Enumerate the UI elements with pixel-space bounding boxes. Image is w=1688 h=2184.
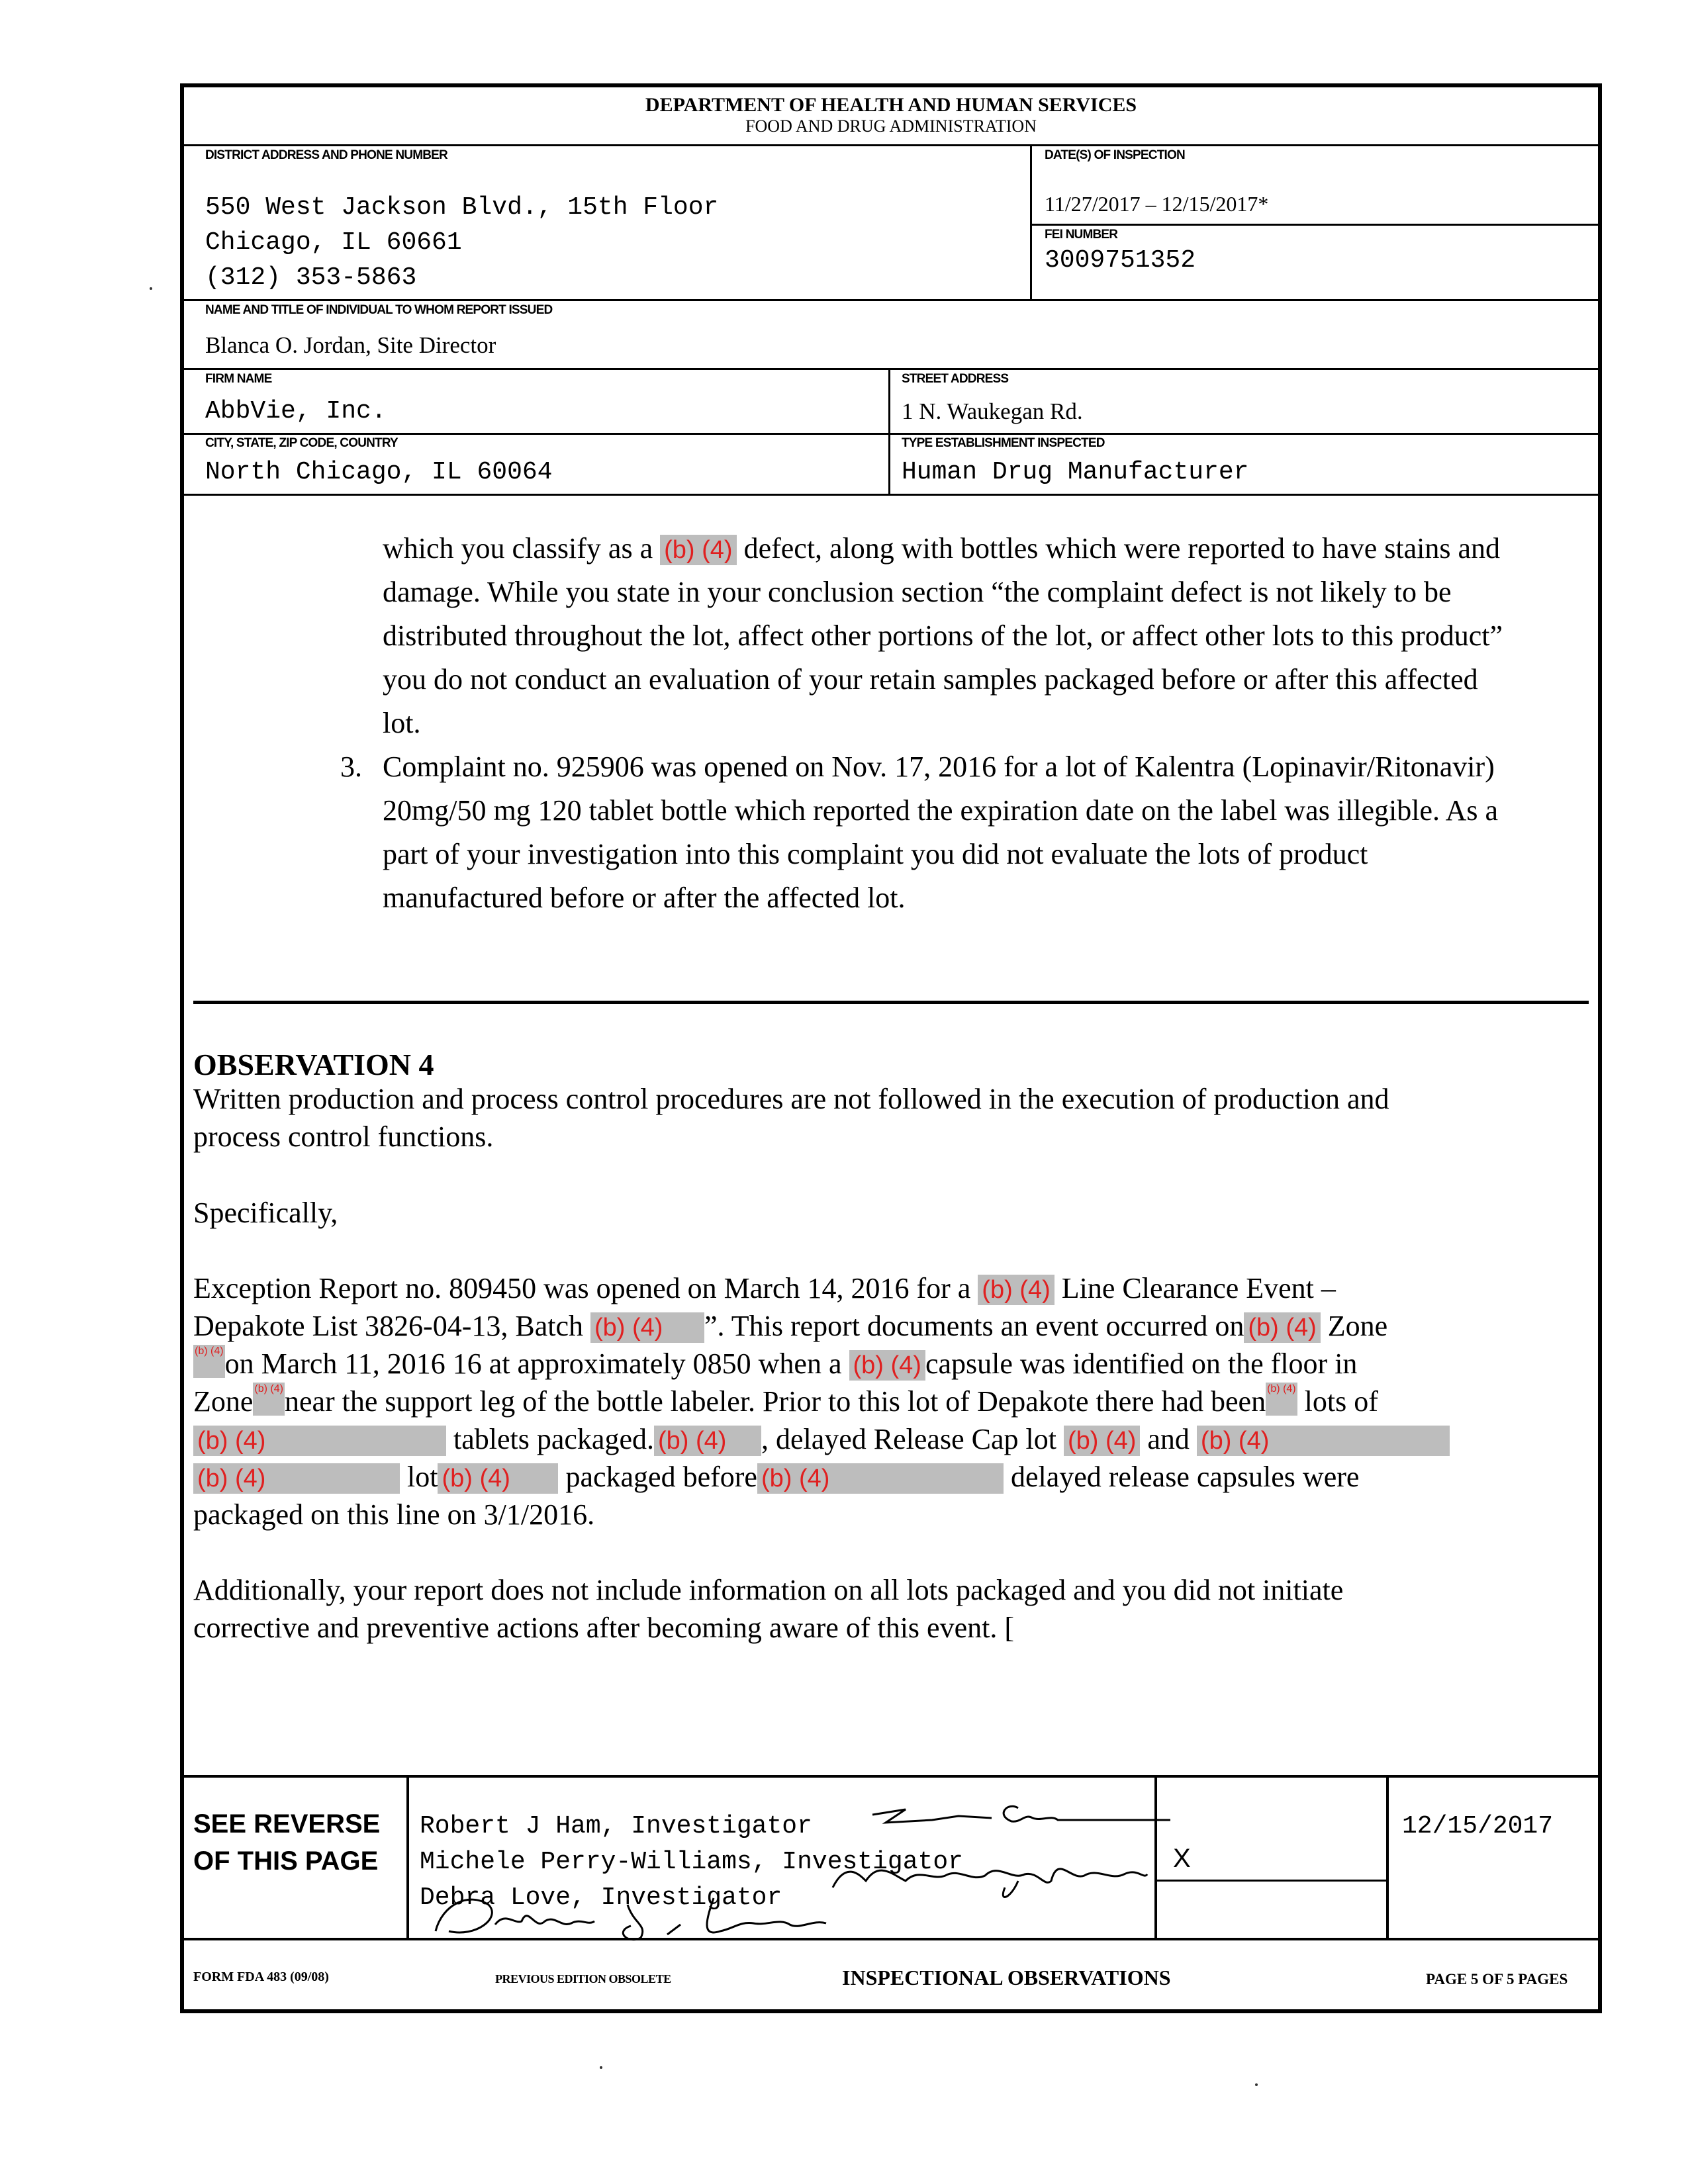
redaction-b4: (b) (4) (757, 1463, 1004, 1494)
see-reverse-line2: OF THIS PAGE (193, 1846, 379, 1876)
city-value: North Chicago, IL 60064 (205, 458, 553, 486)
street-label: STREET ADDRESS (902, 372, 1009, 386)
district-phone: (312) 353-5863 (205, 263, 417, 292)
observation-description-1: Written production and process control procedures are not followed in the execution of production and (193, 1083, 1389, 1115)
text-line: you do not conduct an evaluation of your retain samples packaged before or after this affected (383, 663, 1478, 696)
form-483-frame (180, 83, 1602, 2013)
divider (406, 1775, 409, 1938)
observation-title: OBSERVATION 4 (193, 1048, 434, 1081)
text-line: packaged on this line on 3/1/2016. (193, 1498, 595, 1531)
divider (184, 1938, 1598, 1940)
agency-title: FOOD AND DRUG ADMINISTRATION (745, 116, 1037, 136)
redaction-b4: (b) (4) (590, 1312, 704, 1343)
inspection-dates: 11/27/2017 – 12/15/2017* (1045, 192, 1269, 216)
text-line: manufactured before or after the affected lot. (383, 882, 906, 914)
redaction-b4: (b) (4) (1244, 1312, 1320, 1343)
divider (1030, 144, 1032, 299)
list-number: 3. (340, 751, 362, 783)
text-line: (b) (4)on March 11, 2016 16 at approximately 0850 when a (b) (4) capsule was identified on the floor in (195, 1345, 1358, 1380)
fei-number: 3009751352 (1045, 246, 1196, 275)
handwritten-signature-love (429, 1885, 853, 1944)
investigator-1: Robert J Ham, Investigator (420, 1812, 812, 1841)
divider (1154, 1880, 1389, 1882)
text-line: distributed throughout the lot, affect other portions of the lot, or affect other lots to this product” (383, 619, 1503, 652)
redaction-b4: (b) (4) (438, 1463, 558, 1494)
form-title: INSPECTIONAL OBSERVATIONS (842, 1966, 1171, 1989)
divider (888, 368, 890, 494)
type-value: Human Drug Manufacturer (902, 458, 1249, 486)
text-line: (b) (4) tablets packaged. (b) (4) , delayed Release Cap lot (b) (4) and (b) (4) (193, 1420, 1450, 1458)
divider (1386, 1775, 1389, 1938)
text-line: damage. While you state in your conclusion section “the complaint defect is not likely to be (383, 576, 1452, 608)
page-count: PAGE 5 OF 5 PAGES (1426, 1971, 1568, 1987)
divider (184, 433, 1598, 435)
previous-edition-note: PREVIOUS EDITION OBSOLETE (495, 1972, 671, 1985)
scan-speck (150, 287, 152, 290)
observation-description-2: process control functions. (193, 1120, 494, 1153)
handwritten-signature-perry-williams (820, 1835, 1150, 1907)
divider (184, 494, 1598, 496)
redaction-b4: (b) (4) (1064, 1426, 1140, 1456)
see-reverse-note (193, 1805, 380, 1880)
text-line: Additionally, your report does not include information on all lots packaged and you did not initiate (193, 1574, 1344, 1606)
type-label: TYPE ESTABLISHMENT INSPECTED (902, 436, 1105, 450)
text-line: lot. (383, 707, 421, 739)
investigator-3: Debra Love, Investigator (420, 1884, 782, 1912)
redaction-b4: (b) (4) (1197, 1426, 1450, 1456)
district-label: DISTRICT ADDRESS AND PHONE NUMBER (205, 148, 447, 162)
scan-speck (1255, 2083, 1258, 2086)
recipient-label: NAME AND TITLE OF INDIVIDUAL TO WHOM REPORT ISSUED (205, 303, 553, 317)
divider (184, 368, 1598, 370)
form-number: FORM FDA 483 (09/08) (193, 1970, 329, 1984)
text-line: 20mg/50 mg 120 tablet bottle which reported the expiration date on the label was illegible. As a (383, 794, 1499, 827)
redaction-b4: (b) (4) (660, 535, 736, 565)
text-line: Depakote List 3826-04-13, Batch (b) (4) ”. This report documents an event occurred on (b) (4) Zone (193, 1310, 1388, 1342)
district-address-line1: 550 West Jackson Blvd., 15th Floor (205, 193, 719, 222)
redaction-b4: (b) (4) (849, 1350, 925, 1381)
street-address: 1 N. Waukegan Rd. (902, 398, 1083, 424)
city-label: CITY, STATE, ZIP CODE, COUNTRY (205, 436, 398, 450)
investigator-2: Michele Perry-Williams, Investigator (420, 1848, 963, 1876)
firm-name-label: FIRM NAME (205, 372, 272, 386)
divider (184, 144, 1598, 146)
text-line: corrective and preventive actions after becoming aware of this event. [ (193, 1612, 1014, 1644)
scan-speck (600, 2066, 602, 2069)
signature-x-mark: X (1173, 1844, 1191, 1873)
firm-name: AbbVie, Inc. (205, 397, 387, 426)
divider (1030, 224, 1598, 226)
text-line: Exception Report no. 809450 was opened on March 14, 2016 for a (b) (4) Line Clearance Event – (193, 1272, 1336, 1304)
signature-date: 12/15/2017 (1402, 1812, 1554, 1841)
text-line: (b) (4) lot (b) (4) packaged before (b) (4) delayed release capsules were (193, 1458, 1359, 1496)
redaction-b4: (b) (4) (193, 1426, 446, 1456)
redaction-b4-small: (b) (4) (193, 1345, 225, 1378)
fei-label: FEI NUMBER (1045, 228, 1118, 242)
section-divider (193, 1001, 1589, 1004)
redaction-b4-small: (b) (4) (1266, 1383, 1297, 1416)
text-line: which you classify as a (b) (4) defect, along with bottles which were reported to have stains and (383, 532, 1500, 565)
district-address-line2: Chicago, IL 60661 (205, 228, 462, 257)
text-line: part of your investigation into this complaint you did not evaluate the lots of product (383, 838, 1368, 870)
redaction-b4-small: (b) (4) (253, 1383, 285, 1416)
redaction-b4: (b) (4) (193, 1463, 400, 1494)
see-reverse-line1: SEE REVERSE (193, 1809, 381, 1839)
department-title: DEPARTMENT OF HEALTH AND HUMAN SERVICES (645, 94, 1137, 116)
text-line: Complaint no. 925906 was opened on Nov. 17, 2016 for a lot of Kalentra (Lopinavir/Ritonavir) (383, 751, 1495, 783)
text-line: Zone (b) (4)near the support leg of the bottle labeler. Prior to this lot of Depakote there had been (b) (4) lots of (193, 1383, 1378, 1418)
redaction-b4: (b) (4) (978, 1275, 1054, 1305)
inspection-dates-label: DATE(S) OF INSPECTION (1045, 148, 1185, 162)
divider (184, 299, 1598, 301)
recipient-value: Blanca O. Jordan, Site Director (205, 332, 496, 358)
redaction-b4: (b) (4) (654, 1426, 761, 1456)
specifically-label: Specifically, (193, 1197, 338, 1229)
